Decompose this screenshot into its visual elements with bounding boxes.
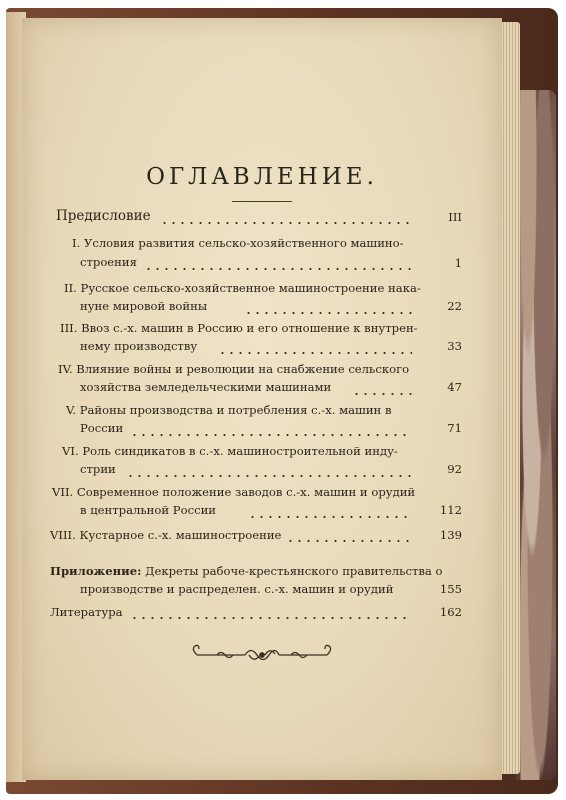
leader-dots	[130, 617, 410, 619]
leader-dots	[286, 540, 410, 542]
page-number: 155	[439, 582, 462, 596]
entry-line-1: VI. Роль синдикатов в с.-х. машиностроительной инду-	[62, 444, 398, 458]
table-of-contents	[22, 18, 502, 780]
page-number: 1	[454, 256, 462, 270]
entry-line-2: России	[80, 421, 124, 435]
page-number: 139	[439, 528, 462, 542]
page-number: III	[448, 210, 462, 224]
entry-line-1: III. Ввоз с.-х. машин в Россию и его отношение к внутрен-	[60, 321, 418, 335]
entry-line-1: IV. Влияние войны и революции на снабжение сельского	[58, 362, 410, 376]
appendix-line-2: производстве и распределен. с.-х. машин и орудий	[80, 582, 394, 596]
leader-dots	[160, 222, 412, 224]
leader-dots	[144, 268, 414, 270]
entry-line-2: хозяйства земледельческими машинами	[80, 380, 332, 394]
appendix-label: Приложение:	[50, 564, 142, 578]
page-number: 47	[447, 380, 462, 394]
book-page	[22, 18, 502, 780]
entry-line-1: VIII. Кустарное с.-х. машиностроение	[50, 528, 282, 542]
leader-dots	[130, 434, 412, 436]
leader-dots	[126, 475, 412, 477]
leader-dots	[244, 312, 412, 314]
entry-line-1: VII. Современное положение заводов с.-х. машин и орудий	[52, 485, 416, 499]
page-number: 92	[447, 462, 462, 476]
page-number: 112	[439, 503, 462, 517]
entry-label: Предисловие	[56, 208, 151, 224]
marbled-cover-edge	[516, 90, 556, 780]
entry-line-2: строения	[80, 255, 137, 269]
page-title: ОГЛАВЛЕНИЕ.	[146, 164, 378, 190]
decorative-ornament-icon	[187, 642, 337, 668]
leader-dots	[352, 393, 412, 395]
entry-line-2: нуне мировой войны	[80, 299, 208, 313]
entry-line-1: II. Русское сельско-хозяйственное машиностроение нака-	[64, 281, 421, 295]
leader-dots	[248, 516, 410, 518]
entry-line-2: стрии	[80, 462, 116, 476]
leader-dots	[218, 352, 412, 354]
entry-line-2: в центральной России	[80, 503, 217, 517]
title-underline	[232, 201, 292, 202]
appendix-line-1	[50, 563, 443, 580]
page-number: 33	[447, 339, 462, 353]
entry-line-1: I. Условия развития сельско-хозяйственного машино-	[72, 236, 404, 250]
entry-line-2: нему производству	[80, 339, 198, 353]
entry-label: Литература	[50, 605, 123, 619]
page-number: 22	[447, 299, 462, 313]
page-number: 162	[439, 605, 462, 619]
page-number: 71	[447, 421, 462, 435]
entry-line-1: V. Районы производства и потребления с.-х. машин в	[66, 403, 392, 417]
appendix-text: Декреты рабоче-крестьянского правительства о	[145, 564, 443, 578]
